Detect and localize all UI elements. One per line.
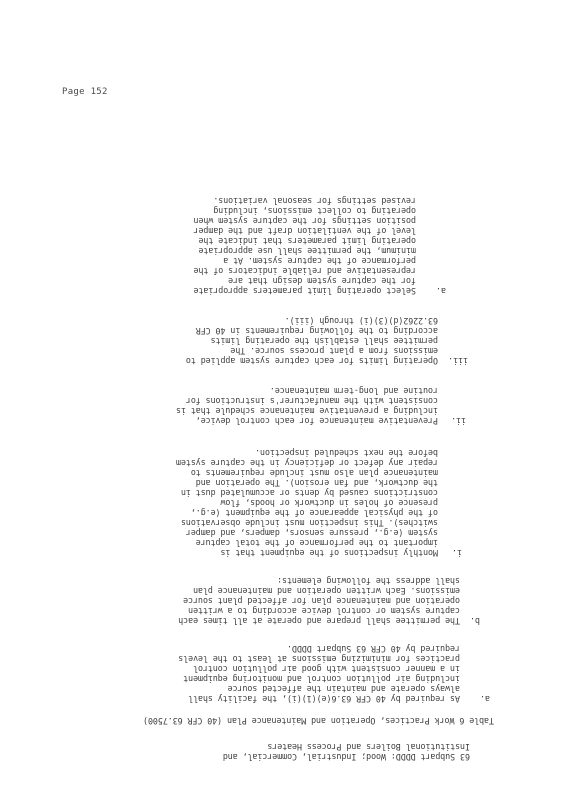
- item-text-line: Operating limits for each capture system applied to: [185, 356, 438, 366]
- item-text-line: emissions. Each written operation and maintenance plan: [193, 586, 460, 596]
- item-text-line: performance of the capture system. At a: [223, 256, 416, 266]
- item-marker: b.: [470, 616, 480, 626]
- item-text-line: Preventative maintenance for each control device,: [195, 416, 438, 426]
- section-title: Table 6 Work Practices, Operation and Maintenance Plan (40 CFR 63.7500): [143, 716, 494, 726]
- item-text-line: level of the ventilation draft and the damper: [193, 226, 416, 236]
- item-text-line: shall address the following elements:: [277, 576, 460, 586]
- item-text-line: As required by 40 CFR 63.6(e)(1)(i), the facility shall: [188, 694, 460, 704]
- item-text-line: 63.2262(d)(3)(i) through (iii).: [284, 316, 438, 326]
- item-text-line: revised settings for seasonal variations.: [213, 196, 416, 206]
- item-text-line: permittee shall establish the operating limits: [210, 336, 438, 346]
- item-text-line: capture system or control device according to a written: [188, 606, 460, 616]
- page-number-label: Page 152: [62, 87, 108, 97]
- item-marker: iii.: [448, 356, 468, 366]
- item-text-line: always operate and maintain the affected source: [227, 684, 460, 694]
- item-text-line: operation and maintenance plan for affected plant source: [183, 596, 460, 606]
- item-marker: a.: [436, 286, 446, 296]
- item-text-line: emissions from a plant process source. The: [230, 346, 438, 356]
- item-text-line: required by 40 CFR 63 Subpart DDDD.: [287, 644, 460, 654]
- item-text-line: before the next scheduled inspection.: [255, 448, 438, 458]
- item-text-line: maintenance plan also must include requirements to: [190, 468, 438, 478]
- item-text-line: including a preventative maintenance schedule that is: [176, 406, 438, 416]
- item-text-line: the ductwork, and fan erosion). The operation and: [195, 478, 438, 488]
- item-text-line: Select operating limit parameters appropriate: [193, 286, 416, 296]
- item-text-line: in a manner consistent with good air pollution control: [193, 664, 460, 674]
- item-text-line: Monthly inspections of the equipment that is: [220, 548, 438, 558]
- item-text-line: practices for minimizing emissions at least to the levels: [178, 654, 460, 664]
- item-text-line: constrictions caused by dents or accumulated dust in: [181, 488, 438, 498]
- item-text-line: representative and reliable indicators of the: [193, 266, 416, 276]
- item-text-line: important to the performance of the total capture: [195, 538, 438, 548]
- item-text-line: for the capture system design that are: [228, 276, 416, 286]
- item-text-line: presence of holes in ductwork or hoods, flow: [220, 498, 438, 508]
- item-text-line: consistent with the manufacturer's instructions for: [185, 396, 438, 406]
- header-line: Institutional Boilers and Process Heaters: [267, 742, 470, 752]
- item-text-line: according to the following requirements in 40 CFR: [195, 326, 438, 336]
- item-text-line: routine and long-term maintenance.: [269, 386, 438, 396]
- item-text-line: The permittee shall prepare and operate at all times each: [178, 616, 460, 626]
- item-text-line: switches). This inspection must include observations: [181, 518, 438, 528]
- item-text-line: repair any defect or deficiency in the capture system: [176, 458, 438, 468]
- item-marker: a.: [480, 694, 490, 704]
- item-text-line: system (e.g., pressure sensors, dampers, and damper: [185, 528, 438, 538]
- item-text-line: operating to collect emissions, including: [213, 206, 416, 216]
- item-marker: i.: [452, 548, 462, 558]
- item-text-line: operating limit parameters that indicate the: [198, 236, 416, 246]
- item-text-line: including air pollution control and monitoring equipment: [183, 674, 460, 684]
- item-marker: ii.: [451, 416, 466, 426]
- item-text-line: minimum, the permittee shall use appropriate: [198, 246, 416, 256]
- item-text-line: of the physical appearance of the equipment (e.g.,: [190, 508, 438, 518]
- item-text-line: position settings for the capture system when: [193, 216, 416, 226]
- header-line: 63 Subpart DDDD: Wood; Industrial, Commercial, and: [222, 752, 470, 762]
